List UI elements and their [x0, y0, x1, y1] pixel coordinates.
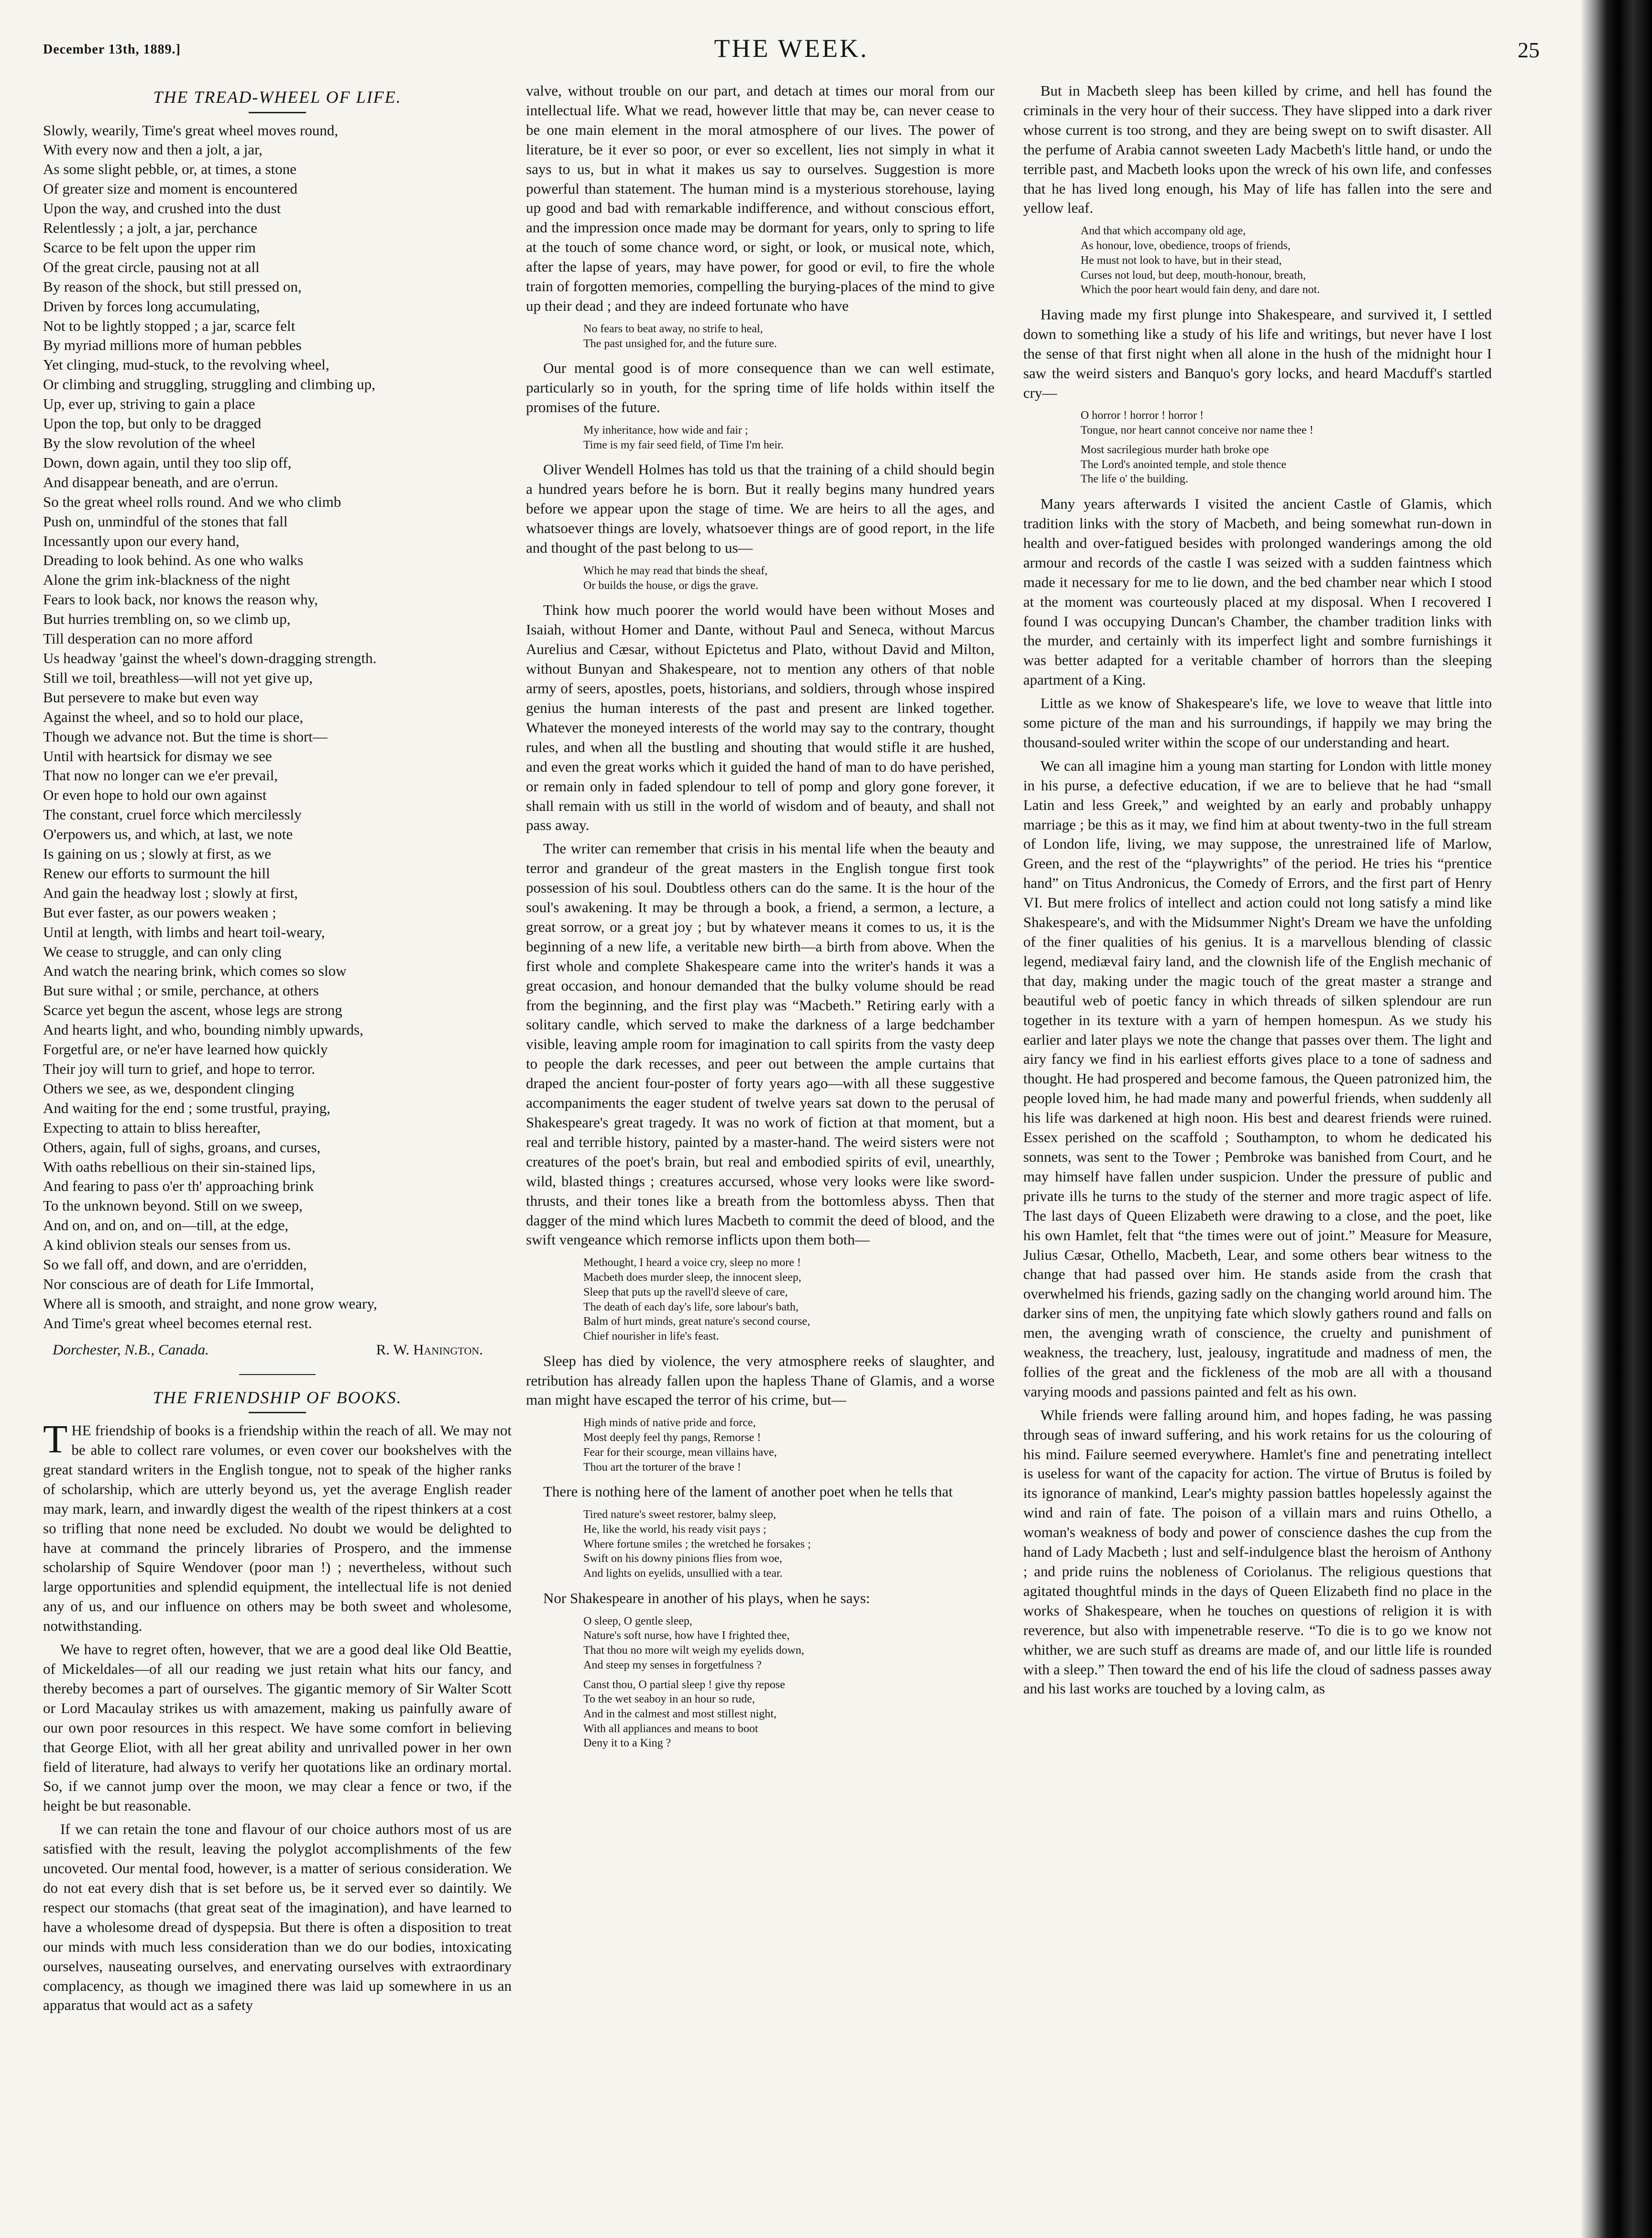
issue-date: December 13th, 1889.]	[43, 42, 181, 57]
quotation	[583, 1255, 995, 1343]
poem-line: Scarce yet begun the ascent, whose legs are strong	[43, 1002, 342, 1019]
poem-signature	[43, 1340, 512, 1360]
essay-paragraph: We can all imagine him a young man starting for London with little money in his purse, a defective education, if we are to believe that he had “small Latin and less Greek,” and weighted by an early and probably unhappy marriage ; be this as it may, we find him at about twenty-two in the full stream of London life, living, we may suppose, the unrestrained life of Marlow, Green, and the rest of the “playwrights” of the period. He tries his “prentice hand” on Titus Andronicus, the Comedy of Errors, and the first part of Henry VI. But mere frolics of intellect and action could not long satisfy a mind like Shakespeare's, and with the Midsummer Night's Dream we have the unfolding of the finer qualities of his genius. It is a marvellous blending of classic legend, mediæval fairy land, and the clownish life of the English mechanic of that day, making under the magic touch of the great master a strange and beautiful web of poetic fancy in which threads of silken splendour are run together in its texture with a yarn of hempen homespun. As we study his earlier and later plays we note the change that passes over them. The light and airy fancy we find in his earliest efforts gives place to a tone of sadness and thought. He had prospered and become famous, the Queen patronized him, the people loved him, he had made many and powerful friends, when suddenly all his life was darkened at high noon. His best and dearest friends were ruined. Essex perished on the scaffold ; Southampton, to whom he dedicated his sonnets, was sent to the Tower ; Pembroke was banished from Court, and he may himself have fallen under suspicion. Under the pressure of public and private ills he turns to the study of the sterner and more tragic aspect of life. The last days of Queen Elizabeth were drawing to a close, and the poet, like his own Hamlet, felt that “the times were out of joint.” Measure for Measure, Julius Cæsar, Othello, Macbeth, Lear, and some others bear witness to the change that had passed over him. He stands aside from the crash that overwhelmed his friends, gazing sadly on the changing world around him. The darker sins of men, the unpitying fate which slowly gathers round and falls on men, the avenging wrath of conscience, the cruelty and punishment of weakness, the treachery, lust, jealousy, ingratitude and madness of men, the follies of the great and the fickleness of the mob are all with a thousand varying moods and passions painted and felt as his own.	[1023, 757, 1492, 1400]
quotation-line: And in the calmest and most stillest night,	[583, 1707, 777, 1720]
poem-line: But sure withal ; or smile, perchance, at others	[43, 982, 319, 999]
quotation-stanza	[1081, 443, 1492, 487]
quotation-stanza	[1081, 408, 1492, 437]
quotation	[1081, 408, 1492, 487]
poem-line: Though we advance not. But the time is short—	[43, 728, 328, 745]
quotation-line: O sleep, O gentle sleep,	[583, 1615, 692, 1627]
poem-line: That now no longer can we e'er prevail,	[43, 767, 278, 784]
poem-line: And Time's great wheel becomes eternal rest.	[43, 1314, 312, 1332]
quotation	[1081, 224, 1492, 297]
poem-line: Or even hope to hold our own against	[43, 786, 267, 804]
poem-line: A kind oblivion steals our senses from us.	[43, 1236, 291, 1254]
quotation-line: High minds of native pride and force,	[583, 1417, 756, 1430]
poem-line: But ever faster, as our powers weaken ;	[43, 904, 276, 921]
quotation-line: O horror ! horror ! horror !	[1081, 409, 1204, 422]
quotation-line: No fears to beat away, no strife to heal,	[583, 322, 763, 335]
essay-paragraph: The writer can remember that crisis in his mental life when the beauty and terror and grandeur of the great masters in the English tongue first took possession of his soul. Doubtless others can do the same. It is the hour of the soul's awakening. It may be through a book, a friend, a sermon, a lecture, a great sorrow, or a great joy ; but by whatever means it comes to us, it is the beginning of a new life, a veritable new birth—a birth from above. When the first whole and complete Shakespeare came into the writer's hands it was a great occasion, and honour demanded that the bulky volume should be read from the beginning, and the first play was “Macbeth.” Retiring early with a solitary candle, which served to make the darkness of a large bedchamber visible, leaving ample room for imagination to call spirits from the vasty deep to people the dark recesses, and peer out between the ample curtains that draped the ancient four-poster of forty years ago—with all these suggestive accompaniments the eager student of twelve years sat down to the perusal of Shakespeare's great tragedy. It was no work of fiction at that moment, but a real and terrible history, painted by a master-hand. The weird sisters were not creatures of the poet's brain, but real and embodied spirits of evil, unearthly, wild, blasted things ; creatures accursed, whose very looks were like sword-thrusts, and their tones like a breath from the bottomless abyss. Then that dagger of the mind which lures Macbeth to commit the deed of blood, and the swift vengeance which remorse inflicts upon them both—	[526, 840, 995, 1248]
quotation	[583, 1507, 995, 1581]
stanza-gap	[583, 1673, 995, 1678]
quotation-line: Tongue, nor heart cannot conceive nor name thee !	[1081, 424, 1313, 437]
poem-line: By myriad millions more of human pebbles	[43, 337, 302, 354]
poem-line: The constant, cruel force which mercilessly	[43, 806, 302, 823]
quotation-line: The death of each day's life, sore labour's bath,	[583, 1300, 799, 1313]
quotation-line: Time is my fair seed field, of Time I'm heir.	[583, 438, 784, 451]
poem-line: But persevere to make but even way	[43, 688, 259, 706]
poem-line: Scarce to be felt upon the upper rim	[43, 239, 256, 256]
page-number: 25	[1518, 38, 1540, 62]
essay-paragraph: There is nothing here of the lament of another poet when he tells that	[543, 1483, 953, 1500]
essay-paragraph: Oliver Wendell Holmes has told us that the training of a child should begin a hundred years before he is born. But it really begins many hundred years before we appear upon the stage of time. We are heirs to all the ages, and whatsoever things are lovely, whatsoever things are of good report, in the life and thought of the past belong to us—	[526, 461, 995, 557]
essay-paragraph: We have to regret often, however, that we are a good deal like Old Beattie, of Mickeldales—of all our reading we just retain what hits our fancy, and thereby becomes a part of ourselves. The gigantic memory of Sir Walter Scott or Lord Macaulay strikes us with amazement, making us painfully aware of our own poor resources in this respect. We have some comfort in believing that George Eliot, with all her great ability and unrivalled power in her own field of literature, had always to verify her quotations like an ordinary mortal. So, if we cannot jump over the moon, we may clear a fence or two, if the height be but reasonable.	[43, 1641, 512, 1814]
essay-title: THE FRIENDSHIP OF BOOKS.	[153, 1387, 402, 1407]
poem-line: Nor conscious are of death for Life Immortal,	[43, 1275, 314, 1292]
quotation-line: And lights on eyelids, unsullied with a tear.	[583, 1567, 783, 1580]
quotation	[583, 564, 995, 593]
poem-line: Still we toil, breathless—will not yet give up,	[43, 669, 313, 686]
poem-line: Expecting to attain to bliss hereafter,	[43, 1119, 261, 1136]
quotation	[583, 1416, 995, 1474]
poem-line: By the slow revolution of the wheel	[43, 435, 256, 452]
drop-cap: T	[43, 1417, 68, 1462]
quotation-line: As honour, love, obedience, troops of friends,	[1081, 240, 1291, 252]
poem-line: Fears to look back, nor knows the reason why,	[43, 591, 318, 608]
quotation-line: Which he may read that binds the sheaf,	[583, 565, 768, 577]
quotation-line: My inheritance, how wide and fair ;	[583, 424, 748, 437]
quotation-line: Which the poor heart would fain deny, and dare not.	[1081, 284, 1320, 296]
poem-line: And fearing to pass o'er th' approaching brink	[43, 1178, 314, 1195]
quotation-line: Swift on his downy pinions flies from woe,	[583, 1552, 782, 1565]
poem-line: Where all is smooth, and straight, and none grow weary,	[43, 1295, 377, 1312]
essay-paragraph	[43, 1417, 512, 1636]
poem-line: Their joy will turn to grief, and hope to terror.	[43, 1060, 316, 1078]
quotation-line: That thou no more wilt weigh my eyelids down,	[583, 1644, 804, 1657]
poem-line: With every now and then a jolt, a jar,	[43, 141, 263, 158]
quotation-line: Thou art the torturer of the brave !	[583, 1461, 741, 1474]
quotation-line: The life o' the building.	[1081, 473, 1188, 486]
quotation-line: Chief nourisher in life's feast.	[583, 1330, 719, 1343]
paragraph-text: HE friendship of books is a friendship within the reach of all. We may not be able to collect rare volumes, or even cover our bookshelves with the great standard writers in the English tongue, not to speak of the higher ranks of scholarship, which are utterly beyond us, yet the average English reader may mark, learn, and inwardly digest the wealth of the ripest thinkers at a cost so trifling that none need be excluded. No doubt we would be delighted to have at command the princely libraries of Prospero, and the immense scholarship of Squire Wendover (poor man !) ; nevertheless, without such large opportunities and splendid equipment, the intellectual life is not denied any of us, and our influence on others may be both sweet and wholesome, notwithstanding.	[43, 1422, 512, 1635]
poem-line: Driven by forces long accumulating,	[43, 297, 260, 315]
column-3	[1023, 81, 1492, 1703]
poem-line: And waiting for the end ; some trustful, praying,	[43, 1099, 330, 1116]
quotation-line: Canst thou, O partial sleep ! give thy repose	[583, 1678, 785, 1691]
poem-line: Upon the way, and crushed into the dust	[43, 200, 281, 217]
poem-line: O'erpowers us, and which, at last, we note	[43, 826, 293, 843]
quotation-line: To the wet seaboy in an hour so rude,	[583, 1693, 755, 1706]
poem-line: Alone the grim ink-blackness of the night	[43, 571, 290, 589]
quotation	[583, 1614, 995, 1751]
essay-paragraph: Having made my first plunge into Shakespeare, and survived it, I settled down to something like a study of his life and writings, but never have I lost the sense of that first night when all alone in the hush of the midnight hour I saw the weird sisters and Banquo's gory locks, and heard Macduff's startled cry—	[1023, 306, 1492, 401]
poem-line: Against the wheel, and so to hold our place,	[43, 708, 304, 725]
quotation-line: The Lord's anointed temple, and stole thence	[1081, 458, 1287, 471]
essay-paragraph: Nor Shakespeare in another of his plays, when he says:	[543, 1589, 870, 1606]
quotation-line: Where fortune smiles ; the wretched he forsakes ;	[583, 1538, 811, 1550]
essay-paragraph: If we can retain the tone and flavour of our choice authors most of us are satisfied with the result, leaving the polyglot accomplishments of the few uncoveted. Our mental food, however, is a matter of serious consideration. We do not eat every dish that is set before us, be it served ever so daintily. We respect our stomachs (that great seat of the imagination), and have learned to have a wholesome dread of dyspepsia. But there is often a disposition to treat our minds with much less consideration than we do our bodies, intoxicating ourselves, nauseating ourselves, and enervating ourselves with extraordinary complacency, as though we imagined there was laid up somewhere in us an apparatus that would act as a safety	[43, 1821, 512, 2014]
poem-line: Others, again, full of sighs, groans, and curses,	[43, 1138, 321, 1156]
poem-line: Until at length, with limbs and heart toil-weary,	[43, 923, 325, 940]
quotation-line: Fear for their scourge, mean villains have,	[583, 1446, 777, 1459]
poem-body	[43, 121, 512, 1333]
quotation-line: Or builds the house, or digs the grave.	[583, 579, 758, 592]
quotation-line: And that which accompany old age,	[1081, 225, 1246, 238]
poem-line: By reason of the shock, but still pressed on,	[43, 278, 302, 295]
poem-line: With oaths rebellious on their sin-stained lips,	[43, 1158, 316, 1175]
essay-paragraph: Our mental good is of more consequence than we can well estimate, particularly so in youth, for the spring time of life holds within itself the promises of the future.	[526, 360, 995, 416]
quotation-line: Sleep that puts up the ravell'd sleeve of care,	[583, 1286, 788, 1299]
poem-line: Of greater size and moment is encountered	[43, 180, 297, 197]
publication-title: THE WEEK.	[714, 34, 869, 63]
essay-paragraph: Little as we know of Shakespeare's life, we love to weave that little into some picture of the man and his surroundings, if happily we may bring the thousand-souled writer within the scope of our understanding and heart.	[1023, 695, 1492, 751]
essay-paragraph: Sleep has died by violence, the very atmosphere reeks of slaughter, and retribution has already fallen upon the hapless Thane of Glamis, and a worse man might have escaped the terror of his crime, but—	[526, 1352, 995, 1408]
article-separator	[239, 1374, 316, 1375]
quotation-line: The past unsighed for, and the future sure.	[583, 337, 777, 350]
poem-line: Push on, unmindful of the stones that fall	[43, 513, 288, 530]
stanza-gap	[1081, 438, 1492, 443]
poem-line: Of the great circle, pausing not at all	[43, 258, 260, 275]
essay-paragraph: Many years afterwards I visited the ancient Castle of Glamis, which tradition links with the story of Macbeth, and being somewhat run-down in health and over-fatigued besides with prolonged wanderings among the old armour and records of the castle I was seized with a sudden faintness which made it necessary for me to lie down, and the bed chamber near which I stood at the moment was courteously placed at my disposal. When I recovered I found I was occupying Duncan's Chamber, the chamber tradition links with the murder, and certainly with its imperfect light and sombre furnishings it was better adapted for a veritable chamber of horrors than the sleeping apartment of a King.	[1023, 495, 1492, 688]
poem-line: Not to be lightly stopped ; a jar, scarce felt	[43, 317, 295, 334]
quotation-line: And steep my senses in forgetfulness ?	[583, 1659, 762, 1671]
poem-line: So the great wheel rolls round. And we who climb	[43, 493, 341, 510]
title-rule	[249, 1412, 306, 1413]
poem-line: Is gaining on us ; slowly at first, as we	[43, 845, 272, 862]
column-1	[43, 81, 512, 2019]
poem-line: Up, ever up, striving to gain a place	[43, 395, 255, 413]
poem-line: Slowly, wearily, Time's great wheel moves round,	[43, 121, 339, 139]
poem-line: Till desperation can no more afford	[43, 630, 253, 647]
quotation-line: Tired nature's sweet restorer, balmy sleep,	[583, 1508, 777, 1521]
poem-line: As some slight pebble, or, at times, a stone	[43, 161, 296, 178]
quotation-line: Methought, I heard a voice cry, sleep no more !	[583, 1256, 801, 1269]
poem-line: Incessantly upon our every hand,	[43, 532, 240, 549]
poem-line: We cease to struggle, and can only cling	[43, 943, 282, 960]
poem-line: And gain the headway lost ; slowly at first,	[43, 884, 298, 901]
quotation-line: Curses not loud, but deep, mouth-honour, breath,	[1081, 269, 1306, 282]
poem-line: Us headway 'gainst the wheel's down-dragging strength.	[43, 649, 377, 666]
quotation-line: He, like the world, his ready visit pays ;	[583, 1523, 766, 1536]
poem-line: And watch the nearing brink, which comes so slow	[43, 962, 347, 980]
page-header	[43, 33, 1540, 67]
quotation-line: Most deeply feel thy pangs, Remorse !	[583, 1431, 761, 1444]
essay-paragraph: valve, without trouble on our part, and detach at times our moral from our intellectual life. What we read, however little that may be, can never cease to be one main element in the moral atmosphere of our lives. The power of literature, be it ever so poor, or ever so excellent, lies not simply in what it says to us, but in what it makes us say to ourselves. Suggestion is more powerful than statement. The human mind is a mysterious storehouse, laying up good and bad with remarkable indifference, and without conscious effort, and the impression once made may be dormant for years, only to spring to life at the touch of some chance word, or sight, or look, or musical note, which, after the lapse of years, may have power, for good or evil, to fire the whole train of forgotten memories, compelling the burying-places of the mind to give up their dead ; and they are indeed fortunate who have	[526, 82, 995, 314]
poem-line: Yet clinging, mud-stuck, to the revolving wheel,	[43, 356, 329, 373]
quotation-line: Deny it to a King ?	[583, 1737, 671, 1750]
poem-line: Forgetful are, or ne'er have learned how quickly	[43, 1041, 328, 1058]
poem-line: Upon the top, but only to be dragged	[43, 415, 262, 432]
quotation-line: Balm of hurt minds, great nature's second course,	[583, 1315, 810, 1328]
title-rule	[249, 112, 306, 113]
quotation-line: Most sacrilegious murder hath broke ope	[1081, 443, 1269, 456]
poem-title: THE TREAD-WHEEL OF LIFE.	[153, 87, 402, 107]
poem-line: And disappear beneath, and are o'errun.	[43, 473, 278, 491]
poem-line: And on, and on, and on—till, at the edge,	[43, 1217, 289, 1234]
poem-line: Others we see, as we, despondent clinging	[43, 1080, 295, 1097]
poem-line: But hurries trembling on, so we climb up,	[43, 611, 291, 628]
poem-line: To the unknown beyond. Still on we sweep,	[43, 1197, 303, 1214]
poem-line: Relentlessly ; a jolt, a jar, perchance	[43, 219, 258, 237]
poem-line: Or climbing and struggling, struggling and climbing up,	[43, 376, 375, 393]
quotation-stanza	[583, 1678, 995, 1751]
quotation-stanza	[583, 1614, 995, 1673]
quotation	[583, 322, 995, 351]
quotation-line: Macbeth does murder sleep, the innocent sleep,	[583, 1271, 801, 1284]
essay-paragraph: But in Macbeth sleep has been killed by crime, and hell has found the criminals in the very hour of their success. They have slipped into a dark river whose current is too strong, and they are being swept on to swift disaster. All the perfume of Arabia cannot sweeten Lady Macbeth's little hand, or undo the terrible past, and Macbeth looks upon the wreck of his own life, and confesses that he has lived long enough, his May of life has fallen into the sere and yellow leaf.	[1023, 82, 1492, 217]
quotation-line: He must not look to have, but in their stead,	[1081, 254, 1282, 267]
poem-line: And hearts light, and who, bounding nimbly upwards,	[43, 1021, 363, 1038]
poem-place: Dorchester, N.B., Canada.	[53, 1341, 209, 1358]
poem-line: Renew our efforts to surmount the hill	[43, 864, 270, 882]
poem-line: Dreading to look behind. As one who walks	[43, 552, 304, 569]
quotation	[583, 423, 995, 452]
column-2	[526, 81, 995, 1758]
poem-line: Down, down again, until they too slip off,	[43, 454, 292, 471]
poem-line: So we fall off, and down, and are o'erridden,	[43, 1256, 307, 1273]
essay-paragraph: Think how much poorer the world would have been without Moses and Isaiah, without Homer and Dante, without Paul and Seneca, without Marcus Aurelius and Cæsar, without Epictetus and Plato, without David and Milton, without Bunyan and Shakespeare, not to mention any others of that noble army of seers, apostles, poets, historians, and soldiers, through whose inspired genius the human interests of the past and present are linked together. Whatever the moneyed interests of the world may say to the contrary, thought rules, and when all the bustling and shouting that would stifle it are hushed, and even the great works which it guided the hand of man to do have perished, or remain only in faded splendour to tell of pomp and glory gone forever, it shall remain with us still in the world of wisdom and of beauty, and shall not pass away.	[526, 601, 995, 834]
binding-edge	[1580, 0, 1652, 2238]
essay-paragraph: While friends were falling around him, and hopes fading, he was passing through seas of inward suffering, and his work retains for us the colouring of his mind. Failure seemed everywhere. Hamlet's fine and penetrating intellect is useless for want of the capacity for action. The virtue of Brutus is foiled by its ignorance of mankind, Lear's mighty passion battles hopelessly against the wind and rain of fate. The poison of a villain mars and ruins Othello, a woman's weakness of body and power of conscience dashes the cup from the hand of Lady Macbeth ; lust and self-indulgence blast the heroism of Anthony ; and pride ruins the nobleness of Coriolanus. The religious questions that agitated thoughtful minds in the days of Queen Elizabeth find no place in the works of Shakespeare, when he touches on questions of religion it is with reverence, but also with impenetrable reserve. “To die is to go we know not whither, we are such stuff as dreams are made of, and our little life is rounded with a sleep.” Then toward the end of his life the cloud of sadness passes away and his last works are touched by a loving calm, as	[1023, 1406, 1492, 1697]
quotation-line: With all appliances and means to boot	[583, 1722, 758, 1735]
quotation-line: Nature's soft nurse, how have I frighted thee,	[583, 1629, 790, 1642]
poem-line: Until with heartsick for dismay we see	[43, 747, 272, 764]
poem-author: R. W. Hanington.	[376, 1341, 483, 1358]
